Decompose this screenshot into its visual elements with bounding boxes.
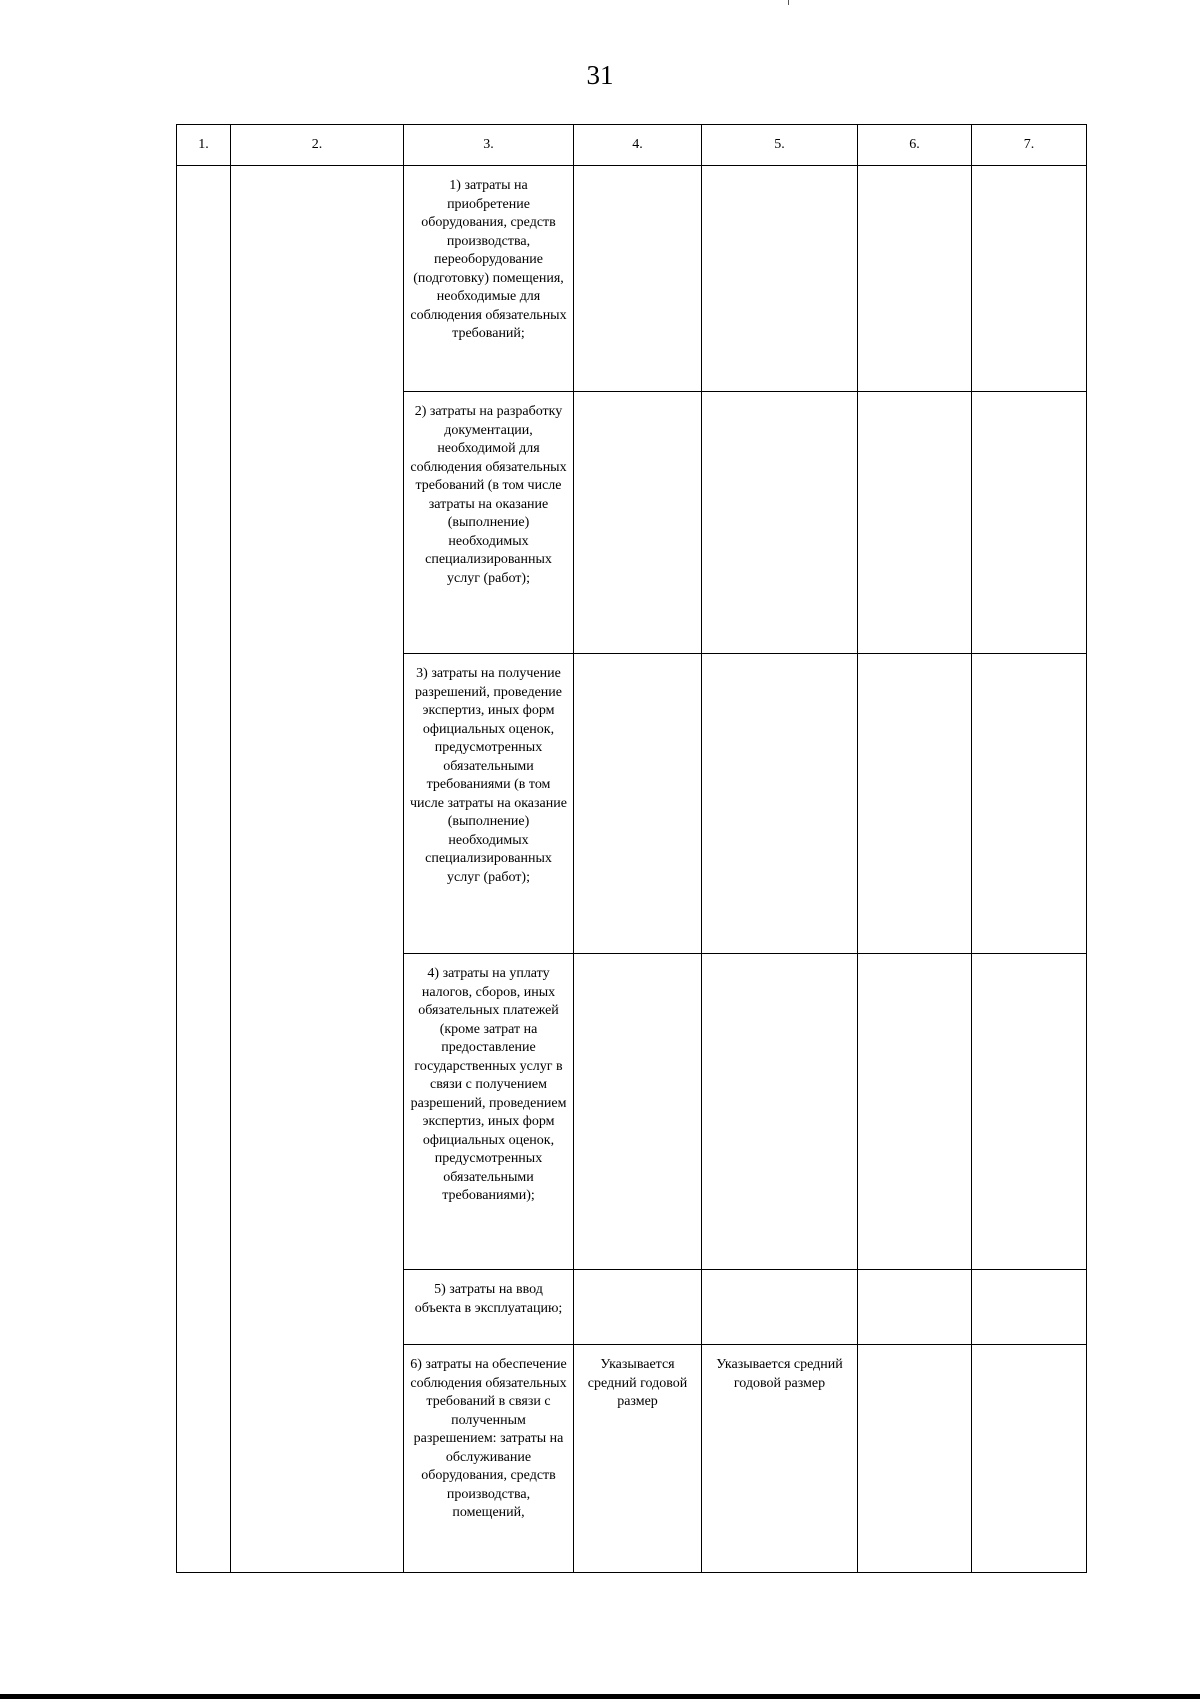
cell-col5: [702, 1270, 858, 1345]
col-header-1: 1.: [177, 125, 231, 166]
cell-col5: [702, 654, 858, 954]
cell-col4: [574, 954, 702, 1270]
cell-col6: [858, 654, 972, 954]
table-row: [177, 166, 1087, 392]
header-row: [177, 125, 1087, 166]
page-number: 31: [586, 60, 614, 90]
cell-col5: [702, 392, 858, 654]
col-header-7: 7.: [972, 125, 1087, 166]
cell-col7: [972, 954, 1087, 1270]
cell-col7: [972, 654, 1087, 954]
cost-item-2: 2) затраты на разработку документации, необходимой для соблюдения обязательных требований (в том числе затраты на оказание (выполнение) необходимых специализированных услуг (работ);: [404, 392, 574, 654]
cell-col4: Указывается средний годовой размер: [574, 1345, 702, 1573]
cell-col4: [574, 654, 702, 954]
cell-col5: [702, 166, 858, 392]
cell-col6: [858, 392, 972, 654]
cell-col7: [972, 166, 1087, 392]
col-header-3: 3.: [404, 125, 574, 166]
cell-col4: [574, 1270, 702, 1345]
cost-item-6: 6) затраты на обеспечение соблюдения обязательных требований в связи с полученным разрешением: затраты на обслуживание оборудования, средств производства, помещений,: [404, 1345, 574, 1573]
cell-col7: [972, 1270, 1087, 1345]
cell-col6: [858, 1345, 972, 1573]
col2-merged-cell: [231, 166, 404, 1573]
cost-item-1: 1) затраты на приобретение оборудования, средств производства, переоборудование (подготовку) помещения, необходимые для соблюдения обязательных требований;: [404, 166, 574, 392]
cell-col6: [858, 166, 972, 392]
cell-col5: [702, 954, 858, 1270]
cost-table: [176, 124, 1087, 1573]
col-header-4: 4.: [574, 125, 702, 166]
cell-col4: [574, 166, 702, 392]
cell-col6: [858, 954, 972, 1270]
col-header-6: 6.: [858, 125, 972, 166]
scan-artifact: [788, 0, 789, 5]
cost-item-3: 3) затраты на получение разрешений, проведение экспертиз, иных форм официальных оценок, предусмотренных обязательными требованиями (в том числе затраты на оказание (выполнение) необходимых специализированных услуг (работ);: [404, 654, 574, 954]
cell-col7: [972, 392, 1087, 654]
cost-item-5: 5) затраты на ввод объекта в эксплуатацию;: [404, 1270, 574, 1345]
col-header-5: 5.: [702, 125, 858, 166]
cell-col7: [972, 1345, 1087, 1573]
col-header-2: 2.: [231, 125, 404, 166]
cell-col5: Указывается средний годовой размер: [702, 1345, 858, 1573]
scan-bottom-border: [0, 1694, 1200, 1699]
cost-item-4: 4) затраты на уплату налогов, сборов, иных обязательных платежей (кроме затрат на предоставление государственных услуг в связи с получением разрешений, проведением экспертиз, иных форм официальных оценок, предусмотренных обязательными требованиями);: [404, 954, 574, 1270]
cell-col6: [858, 1270, 972, 1345]
cell-col4: [574, 392, 702, 654]
col1-merged-cell: [177, 166, 231, 1573]
